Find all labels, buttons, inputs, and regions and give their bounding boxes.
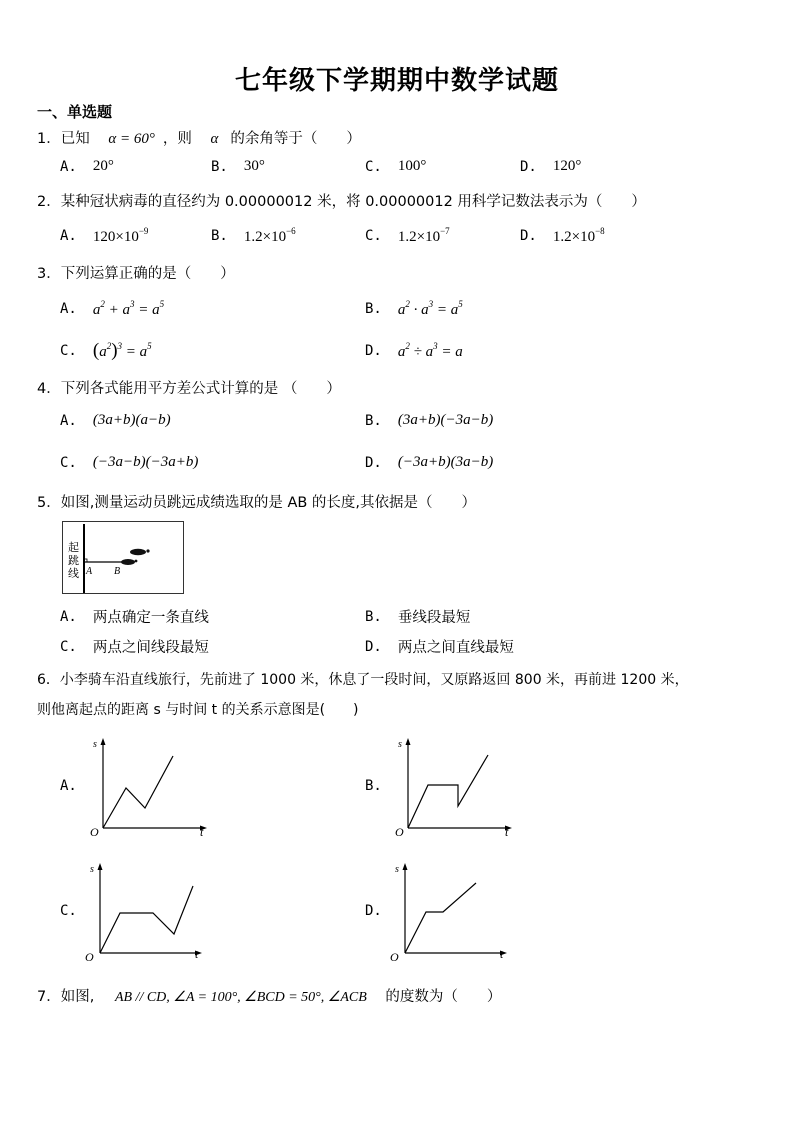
option-label: D. xyxy=(365,343,382,359)
option-label: B. xyxy=(211,158,228,175)
section-heading: 一、单选题 xyxy=(37,103,113,121)
q1-option-d[interactable] xyxy=(520,158,581,175)
option-expression: (3a+b)(a−b) xyxy=(92,412,171,428)
q2-option-d[interactable] xyxy=(520,226,605,246)
q5-option-b[interactable] xyxy=(365,606,470,627)
option-value: 两点确定一条直线 xyxy=(92,610,209,626)
origin-label: O xyxy=(390,950,399,963)
q2-option-c[interactable] xyxy=(365,226,450,246)
option-label: B. xyxy=(365,301,382,317)
option-label: B. xyxy=(211,228,228,244)
option-value: 20° xyxy=(92,158,114,174)
option-label: A. xyxy=(60,158,77,175)
graph-b-line xyxy=(408,755,488,828)
q3-option-a[interactable] xyxy=(60,299,164,319)
axis-s-label: s xyxy=(398,739,402,750)
q5-option-c[interactable] xyxy=(60,636,209,657)
q5-option-d[interactable] xyxy=(365,636,514,657)
graph-d xyxy=(390,858,520,963)
axis-s-label: s xyxy=(395,864,399,875)
option-base: 1.2×10 xyxy=(243,229,287,245)
question-1 xyxy=(37,127,361,148)
question-6-line-1: 6．小李骑车沿直线旅行，先前进了 1000 米，休息了一段时间，又原路返回 800 米，再前进 1200 米， xyxy=(37,672,689,688)
option-exponent: −8 xyxy=(595,226,605,236)
q2-option-a[interactable] xyxy=(60,226,148,246)
question-7-number: 7．如图, xyxy=(37,989,95,1005)
option-value: 120° xyxy=(552,158,582,174)
option-exponent: −7 xyxy=(440,226,450,236)
option-label: C. xyxy=(365,228,382,244)
option-label: C. xyxy=(365,158,382,175)
page-title: 七年级下学期期中数学试题 xyxy=(234,66,559,96)
option-value: 两点之间直线最短 xyxy=(397,640,514,656)
q1-option-c[interactable] xyxy=(365,158,426,175)
axis-s-label: s xyxy=(90,864,94,875)
graph-a-line xyxy=(103,756,173,828)
option-label: D. xyxy=(365,454,382,471)
graph-a xyxy=(85,733,215,838)
option-label: D. xyxy=(520,158,537,175)
option-base: 1.2×10 xyxy=(552,229,596,245)
question-5-text: 5．如图,测量运动员跳远成绩选取的是 AB 的长度,其依据是（ ） xyxy=(37,495,477,511)
q2-option-b[interactable] xyxy=(211,226,296,246)
option-label: C. xyxy=(60,638,77,655)
option-value: 两点之间线段最短 xyxy=(92,640,209,656)
option-expression: (3a+b)(−3a−b) xyxy=(397,412,494,428)
question-7-tail: 的度数为（ ） xyxy=(385,989,502,1005)
option-expression: $(a^2)^3 = a^5$ xyxy=(92,340,152,361)
option-expression: (−3a−b)(−3a+b) xyxy=(92,454,199,470)
question-3-text: 3．下列运算正确的是（ ） xyxy=(37,266,235,282)
q3-option-b[interactable] xyxy=(365,299,463,319)
option-value: 100° xyxy=(397,158,427,174)
option-label: C. xyxy=(60,903,77,919)
option-expression: $a^2 + a^3 = a^5$ xyxy=(92,299,165,318)
axis-t-label: t xyxy=(500,947,504,961)
option-label: A. xyxy=(60,228,77,244)
option-label: A. xyxy=(60,778,77,794)
question-2-text: 2．某种冠状病毒的直径约为 0.00000012 米，将 0.00000012 用科学记数法表示为（ ） xyxy=(37,194,646,210)
option-label: D. xyxy=(365,638,382,655)
option-expression: (−3a+b)(3a−b) xyxy=(397,454,494,470)
takeoff-line-label-2: 跳 xyxy=(68,555,79,567)
origin-label: O xyxy=(90,825,99,838)
q5-option-a[interactable] xyxy=(60,606,209,627)
option-label: A. xyxy=(60,412,77,429)
graph-c xyxy=(85,858,215,963)
axis-t-label: t xyxy=(505,825,509,838)
axis-t-label: t xyxy=(195,947,199,961)
option-expression: $a^2 \div a^3 = a$ xyxy=(397,341,463,360)
option-label: D. xyxy=(520,228,537,244)
graph-c-line xyxy=(100,886,193,953)
question-1-text-c: 的余角等于（ ） xyxy=(230,131,361,147)
graph-b xyxy=(390,733,520,838)
long-jump-figure xyxy=(62,521,184,594)
takeoff-line-label-1: 起 xyxy=(68,542,79,554)
q4-option-d[interactable] xyxy=(365,454,493,471)
option-label: A. xyxy=(60,301,77,317)
option-value: 垂线段最短 xyxy=(397,610,471,626)
question-7 xyxy=(37,985,501,1006)
option-base: 1.2×10 xyxy=(397,229,441,245)
option-label: A. xyxy=(60,608,77,625)
option-expression: $a^2 \cdot a^3 = a^5$ xyxy=(397,299,463,318)
option-exponent: −6 xyxy=(286,226,296,236)
question-7-expr: AB // CD, ∠A = 100°, ∠BCD = 50°, ∠ACB xyxy=(114,990,367,1005)
option-label: C. xyxy=(60,454,77,471)
option-value: 30° xyxy=(243,158,265,174)
takeoff-line-label-3: 线 xyxy=(68,568,79,580)
axis-s-label: s xyxy=(93,739,97,750)
origin-label: O xyxy=(85,950,94,963)
point-a-label: A xyxy=(86,566,93,577)
question-6-line-2: 则他离起点的距离 s 与时间 t 的关系示意图是( ) xyxy=(37,702,359,718)
option-base: 120×10 xyxy=(92,229,139,245)
question-1-expr: α = 60° xyxy=(108,131,155,147)
option-label: B. xyxy=(365,608,382,625)
option-label: B. xyxy=(365,778,382,794)
point-b-label: B xyxy=(114,566,121,577)
option-label: C. xyxy=(60,343,77,359)
q3-option-c[interactable] xyxy=(60,340,152,362)
q4-option-c[interactable] xyxy=(60,454,198,471)
question-1-text-b: ，则 xyxy=(162,131,192,147)
option-label: D. xyxy=(365,903,382,919)
q4-option-a[interactable] xyxy=(60,412,171,429)
question-1-alpha: α xyxy=(210,131,219,147)
graph-d-line xyxy=(405,883,476,953)
q3-option-d[interactable] xyxy=(365,341,463,361)
axis-t-label: t xyxy=(200,825,204,838)
question-1-text-a: 已知 xyxy=(60,131,90,147)
option-label: B. xyxy=(365,412,382,429)
q1-option-a[interactable] xyxy=(60,158,114,175)
question-1-number: 1． xyxy=(37,131,61,147)
origin-label: O xyxy=(395,825,404,838)
q4-option-b[interactable] xyxy=(365,412,493,429)
question-4-text: 4．下列各式能用平方差公式计算的是 （ ） xyxy=(37,381,341,397)
q1-option-b[interactable] xyxy=(211,158,265,175)
option-exponent: −9 xyxy=(138,226,149,236)
